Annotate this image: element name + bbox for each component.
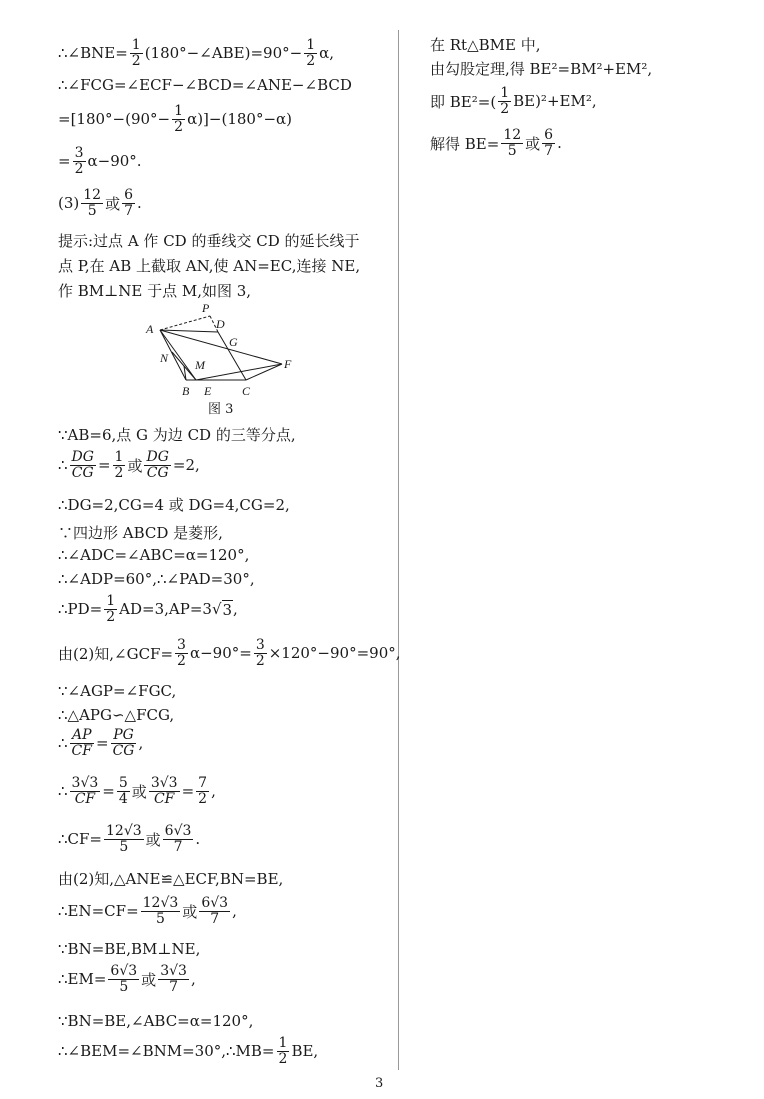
- fraction: [149, 776, 180, 806]
- numerator: 6: [544, 127, 554, 143]
- right-line-4: [430, 128, 562, 158]
- fraction: [175, 638, 188, 668]
- text: .: [195, 830, 201, 849]
- denominator: 7: [210, 910, 220, 927]
- solution-line-17: [58, 682, 176, 700]
- fraction: [498, 86, 511, 116]
- fraction: [70, 450, 96, 480]
- denominator: 5: [87, 202, 97, 219]
- fraction: [141, 896, 181, 926]
- solution-line-19: [58, 728, 143, 758]
- fraction: [73, 146, 86, 176]
- denominator: 2: [114, 464, 124, 481]
- text: ×120°−90°=90°,: [268, 644, 401, 663]
- solution-line-21: [58, 824, 200, 854]
- solution-line-4: [58, 146, 142, 176]
- text: ,: [233, 600, 238, 619]
- text: ,: [232, 902, 237, 921]
- figure-caption: 图 3: [208, 402, 234, 417]
- label-B: B: [182, 384, 190, 396]
- segment-AP: [160, 316, 210, 330]
- text: 或: [145, 830, 161, 849]
- denominator: 5: [156, 910, 165, 927]
- solution-line-16: [58, 638, 401, 668]
- label-G: G: [229, 335, 238, 349]
- square-root: √ 3: [211, 600, 233, 619]
- label-E: E: [204, 384, 212, 396]
- numerator: 1: [131, 37, 141, 53]
- fraction: [196, 776, 209, 806]
- hint-line-2: [58, 255, 360, 276]
- column-divider: [398, 30, 399, 1070]
- segment-AD: [160, 330, 218, 332]
- hint-line-1: [58, 230, 360, 251]
- text: 解得 BE=: [430, 134, 500, 153]
- text: BE)²+EM²,: [513, 92, 597, 111]
- right-line-3: [430, 86, 597, 116]
- label-D: D: [216, 317, 225, 331]
- numerator: 6√3: [110, 963, 138, 979]
- text: =: [58, 152, 71, 171]
- denominator: 5: [507, 142, 517, 159]
- text: α−90°.: [87, 152, 142, 171]
- numerator: 1: [114, 449, 124, 465]
- fraction: [163, 824, 194, 854]
- denominator: 2: [278, 1050, 288, 1067]
- label-M: M: [195, 358, 205, 372]
- solution-line-14: [58, 570, 255, 588]
- denominator: CF: [71, 742, 92, 759]
- solution-line-2: [58, 76, 352, 94]
- fraction: [158, 964, 189, 994]
- fraction: [70, 728, 94, 758]
- text: ∴∠ADC=∠ABC=α=120°,: [58, 546, 250, 564]
- numerator: 3: [74, 145, 84, 161]
- fraction: [117, 776, 130, 806]
- text: ∴EN=CF=: [58, 902, 139, 921]
- fraction: [501, 128, 523, 158]
- fraction: [104, 594, 117, 624]
- text: BE,: [291, 1042, 319, 1061]
- fraction: [108, 964, 139, 994]
- numerator: 1: [174, 103, 184, 119]
- denominator: 2: [500, 100, 510, 117]
- solution-line-9: [58, 424, 296, 445]
- text: 由勾股定理,得 BE²=BM²+EM²,: [430, 60, 653, 78]
- numerator: 3√3: [150, 775, 178, 791]
- denominator: 7: [173, 838, 183, 855]
- text: ∴DG=2,CG=4 或 DG=4,CG=2,: [58, 496, 290, 514]
- solution-line-25: [58, 964, 196, 994]
- text: 或: [131, 782, 147, 801]
- denominator: 2: [131, 52, 141, 69]
- denominator: 2: [177, 652, 186, 669]
- text: 由(2)知,△ANE≌△ECF,BN=BE,: [58, 870, 284, 888]
- numerator: 12: [503, 127, 522, 143]
- numerator: 7: [198, 775, 208, 791]
- text: ∴∠BEM=∠BNM=30°,∴MB=: [58, 1042, 275, 1061]
- text: (3): [58, 194, 80, 213]
- fraction: [111, 728, 137, 758]
- numerator: 3: [177, 637, 186, 653]
- denominator: CG: [146, 464, 169, 481]
- denominator: 2: [174, 118, 184, 135]
- solution-line-10: [58, 450, 200, 480]
- text: ∴∠BNE=: [58, 44, 128, 63]
- solution-line-15: [58, 594, 238, 624]
- numerator: DG: [71, 449, 94, 465]
- text: ∴PD=: [58, 600, 103, 619]
- text: ,: [190, 970, 196, 989]
- solution-line-12: [58, 522, 223, 543]
- right-line-2: [430, 58, 652, 79]
- fraction: [81, 188, 103, 218]
- text: α−90°=: [189, 644, 252, 663]
- label-N: N: [160, 351, 169, 365]
- solution-line-1: [58, 38, 334, 68]
- numerator: 6√3: [201, 895, 229, 911]
- text: 或: [182, 902, 198, 921]
- numerator: 1: [500, 85, 510, 101]
- solution-line-3: [58, 104, 292, 134]
- solution-line-26: [58, 1012, 253, 1030]
- numerator: 12√3: [142, 895, 179, 911]
- solution-line-27: [58, 1036, 318, 1066]
- denominator: 2: [255, 652, 265, 669]
- label-C: C: [242, 384, 251, 396]
- text: ∴∠ADP=60°,∴∠PAD=30°,: [58, 570, 255, 588]
- numerator: 1: [278, 1035, 288, 1051]
- text: ∵BN=BE,∠ABC=α=120°,: [58, 1012, 254, 1030]
- denominator: 2: [306, 52, 316, 69]
- denominator: CG: [112, 742, 135, 759]
- text: AD=3,AP=3: [119, 600, 212, 619]
- numerator: 1: [306, 37, 316, 53]
- text: 作 BM⊥NE 于点 M,如图 3,: [58, 282, 252, 300]
- label-A: A: [146, 322, 154, 336]
- fraction: [130, 38, 143, 68]
- denominator: CF: [153, 790, 175, 807]
- text: ,: [211, 782, 216, 801]
- solution-line-13: [58, 546, 249, 564]
- geometry-figure-3: [138, 296, 308, 396]
- fraction: [70, 776, 101, 806]
- text: 在 Rt△BME 中,: [430, 36, 541, 54]
- denominator: 2: [198, 790, 208, 807]
- fraction: [122, 188, 135, 218]
- text: ,: [138, 734, 144, 753]
- denominator: CF: [74, 790, 96, 807]
- fraction: [254, 638, 267, 668]
- right-line-1: [430, 34, 541, 55]
- numerator: PG: [113, 727, 134, 743]
- text: 提示:过点 A 作 CD 的垂线交 CD 的延长线于: [58, 232, 360, 250]
- solution-line-18: [58, 706, 174, 724]
- denominator: 2: [106, 608, 116, 625]
- denominator: CG: [71, 464, 94, 481]
- text: ∵BN=BE,BM⊥NE,: [58, 940, 201, 958]
- text: 或: [525, 134, 541, 153]
- numerator: 3√3: [160, 963, 187, 979]
- denominator: 4: [118, 790, 128, 807]
- fraction: [104, 824, 144, 854]
- radicand: 3: [222, 600, 233, 619]
- text: ∴: [58, 734, 68, 753]
- numerator: DG: [146, 449, 169, 465]
- solution-line-24: [58, 940, 200, 958]
- text: ∴△APG∽△FCG,: [58, 706, 175, 724]
- denominator: 7: [169, 978, 179, 995]
- text: α)]−(180°−α): [187, 110, 292, 129]
- fraction: [144, 450, 170, 480]
- numerator: AP: [72, 727, 92, 743]
- text: ∴CF=: [58, 830, 102, 849]
- text: ∴: [58, 782, 68, 801]
- solution-line-20: [58, 776, 216, 806]
- denominator: 2: [74, 160, 84, 177]
- text: =2,: [172, 456, 200, 475]
- text: .: [557, 134, 562, 153]
- solution-line-11: [58, 494, 290, 515]
- page-number: 3: [375, 1076, 384, 1091]
- text: 或: [105, 194, 121, 213]
- numerator: 5: [118, 775, 128, 791]
- text: 或: [127, 456, 143, 475]
- denominator: 5: [119, 978, 129, 995]
- text: ∵AB=6,点 G 为边 CD 的三等分点,: [58, 426, 296, 444]
- fraction: [304, 38, 317, 68]
- fraction: [172, 104, 185, 134]
- text: ∴EM=: [58, 970, 107, 989]
- text: 即 BE²=(: [430, 92, 497, 111]
- text: =: [97, 456, 111, 475]
- solution-line-23: [58, 896, 237, 926]
- denominator: 7: [124, 202, 134, 219]
- numerator: 6: [124, 187, 134, 203]
- fraction: [199, 896, 230, 926]
- label-F: F: [284, 357, 292, 371]
- text: ∵四边形 ABCD 是菱形,: [58, 524, 223, 542]
- text: =[180°−(90°−: [58, 110, 171, 129]
- numerator: 3: [255, 637, 265, 653]
- text: ∴: [58, 456, 68, 475]
- text: =: [181, 782, 195, 801]
- text: .: [137, 194, 142, 213]
- fraction: [277, 1036, 290, 1066]
- text: 由(2)知,∠GCF=: [58, 644, 174, 663]
- numerator: 12√3: [106, 823, 142, 839]
- numerator: 12: [83, 187, 102, 203]
- text: ∴∠FCG=∠ECF−∠BCD=∠ANE−∠BCD: [58, 76, 352, 94]
- text: =: [102, 782, 115, 801]
- text: 或: [141, 970, 157, 989]
- text: (180°−∠ABE)=90°−: [144, 44, 303, 63]
- segment-CF: [246, 364, 282, 380]
- solution-line-22: [58, 868, 283, 889]
- text: 点 P,在 AB 上截取 AN,使 AN=EC,连接 NE,: [58, 257, 361, 275]
- denominator: 7: [544, 142, 554, 159]
- fraction: [542, 128, 555, 158]
- segment-EF: [196, 364, 282, 380]
- numerator: 6√3: [164, 823, 192, 839]
- text: α,: [319, 44, 335, 63]
- label-P: P: [202, 301, 210, 315]
- denominator: 5: [119, 838, 129, 855]
- text: =: [95, 734, 109, 753]
- numerator: 3√3: [71, 775, 99, 791]
- text: ∵∠AGP=∠FGC,: [58, 682, 177, 700]
- fraction: [113, 450, 126, 480]
- numerator: 1: [106, 593, 116, 609]
- answer-part-3: [58, 188, 142, 218]
